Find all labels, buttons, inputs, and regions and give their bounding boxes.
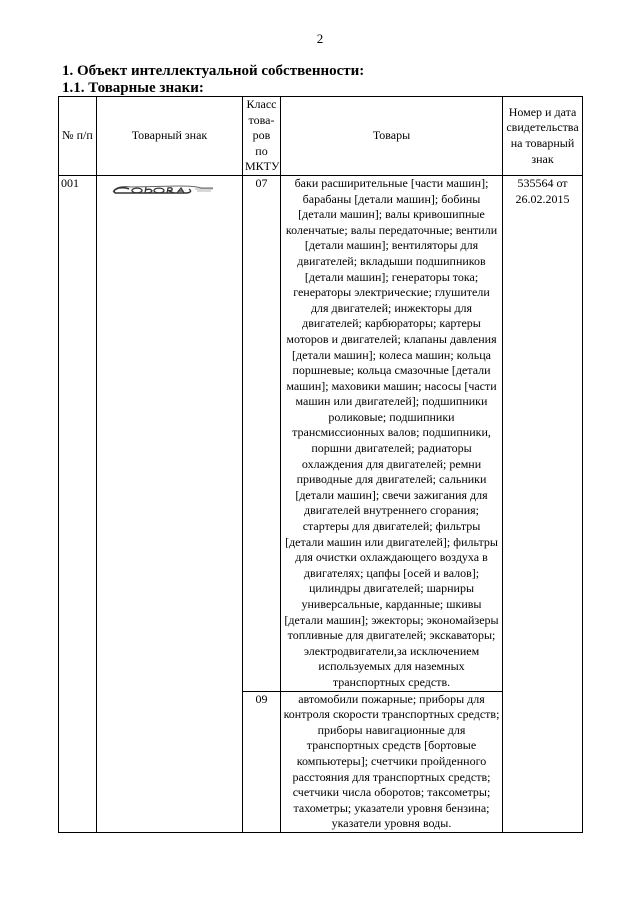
header-class: Класс това-ров по МКТУ (243, 97, 281, 176)
header-goods: Товары (281, 97, 503, 176)
certificate-cell: 535564 от 26.02.2015 (503, 175, 583, 832)
class-cell: 07 (243, 175, 281, 691)
trademark-cell (97, 175, 243, 832)
class-cell: 09 (243, 691, 281, 832)
table-row (59, 175, 583, 691)
goods-cell: автомобили пожарные; приборы для контроля скорости транспортных средств; приборы навигационные для транспортных средств [бортовые компьютеры]; счетчики пройденного расстояния для транспортных средств; счетчики числа оборотов; таксометры; тахометры; указатели уровня бензина; указатели уровня воды. (281, 691, 503, 832)
trademarks-table (58, 96, 583, 833)
goods-cell: баки расширительные [части машин]; барабаны [детали машин]; бобины [детали машин]; валы кривошипные коленчатые; валы передаточные; вентили [детали машин]; вентиляторы для двигателей; вкладыши подшипников [детали машин]; генераторы тока; генераторы электрические; глушители для двигателей; инжекторы для двигателей; карбюраторы; картеры моторов и двигателей; клапаны давления [детали машин]; колеса машин; кольца поршневые; кольца смазочные [детали машин]; маховики машин; насосы [части машин или двигателей]; подшипники роликовые; подшипники трансмиссионных валов; подшипники, поршни двигателей; радиаторы охлаждения для двигателей; ремни приводные для двигателей; сальники [детали машин]; свечи зажигания для двигателей внутреннего сгорания; стартеры для двигателей; фильтры [детали машин или двигателей]; фильтры для очистки охлаждающего воздуха в двигателях; цапфы [осей и валов]; цилиндры двигателей; шарниры универсальные, карданные; шкивы [детали машин]; эжекторы; экономайзеры топливные для двигателей; экскаваторы; электродвигатели,за исключением используемых для наземных транспортных средств. (281, 175, 503, 691)
subsection-heading: 1.1. Товарные знаки: (62, 80, 204, 96)
row-number: 001 (59, 175, 97, 832)
header-trademark: Товарный знак (97, 97, 243, 176)
section-heading: 1. Объект интеллектуальной собственности: (62, 63, 365, 79)
header-certificate: Номер и дата свидетельства на товарный знак (503, 97, 583, 176)
cobra-logo-icon (109, 182, 215, 198)
table-header-row (59, 97, 583, 176)
page-number: 2 (316, 31, 324, 46)
header-number: № п/п (59, 97, 97, 176)
